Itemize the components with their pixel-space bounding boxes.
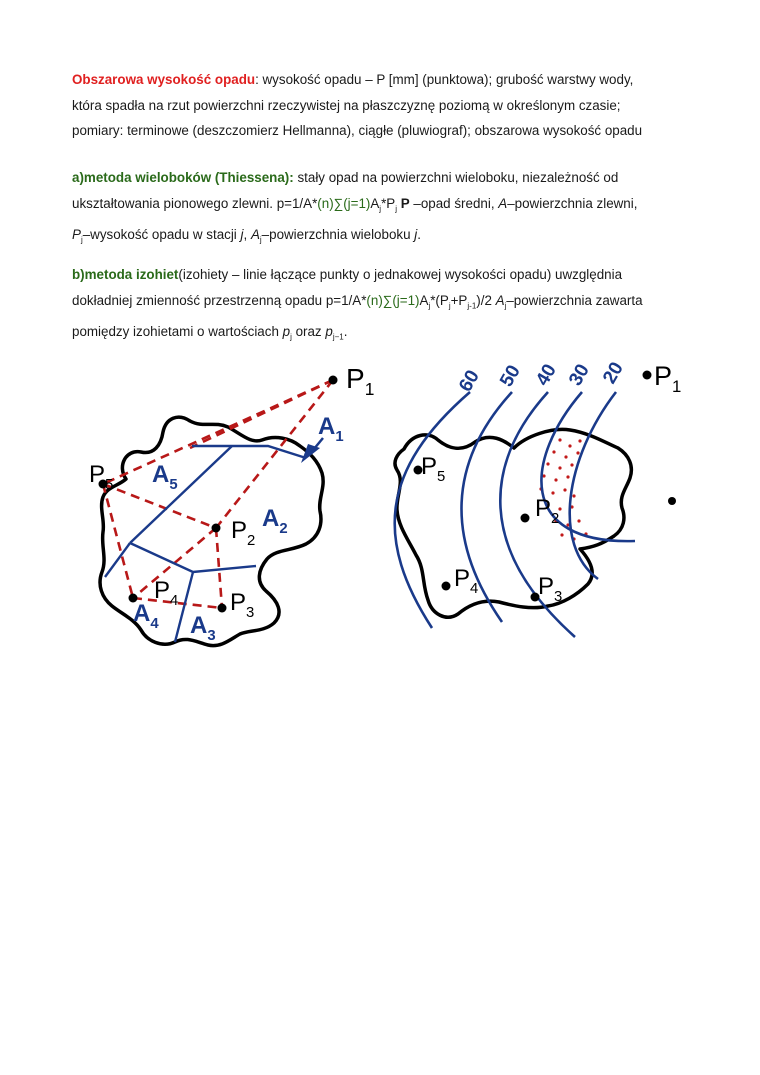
iso-label-p4: $P_4$ bbox=[454, 565, 479, 597]
isohyet-value-labels bbox=[455, 359, 628, 396]
dashed-p5-p4 bbox=[103, 484, 133, 598]
intro-line3: pomiary: terminowe (deszczomierz Hellmanna), ciągłe (pluwiograf); obszarowa wysokość opadu bbox=[72, 123, 643, 138]
iso-station-p1-dot bbox=[643, 371, 652, 380]
sub: j−1 bbox=[332, 332, 344, 342]
label-a2: $A_2$ bbox=[262, 505, 288, 537]
method-a-text2a: ukształtowania pionowego zlewni. p=1/A* bbox=[72, 195, 318, 211]
method-b-text2d: +P bbox=[450, 292, 468, 308]
method-b-text3c: . bbox=[343, 323, 348, 339]
method-a-bold-p: P bbox=[397, 195, 410, 211]
method-b-sum: (n)∑(j=1) bbox=[366, 292, 420, 308]
isohyet-stations bbox=[414, 371, 677, 602]
label-p3: $P_3$ bbox=[230, 589, 255, 621]
isohyet-label-30: 30 bbox=[565, 360, 594, 390]
polygon-edge-a1 bbox=[192, 446, 306, 458]
sub: j bbox=[448, 301, 451, 311]
station-p3-dot bbox=[218, 604, 227, 613]
iso-station-p4-dot bbox=[442, 582, 451, 591]
method-b-pj1: p bbox=[325, 323, 333, 339]
label-a4: $A_4$ bbox=[133, 600, 159, 632]
iso-label-p5: $P_5$ bbox=[421, 453, 446, 485]
station-p1-dot bbox=[329, 376, 338, 385]
label-subscript: 4 bbox=[150, 616, 159, 632]
sub: j bbox=[259, 235, 262, 245]
method-b-text1: (izohiety – linie łączące punkty o jednakowej wysokości opadu) uwzględnia bbox=[178, 267, 623, 282]
isohyet-20 bbox=[570, 392, 616, 579]
method-b-text3a: pomiędzy izohietami o wartościach bbox=[72, 323, 283, 339]
label-p2: $P_2$ bbox=[231, 517, 256, 549]
sub: j bbox=[80, 235, 83, 245]
label-a5: $A_5$ bbox=[152, 461, 178, 493]
method-b-aj: A bbox=[495, 292, 505, 308]
intro-paragraph bbox=[72, 67, 692, 144]
isohyet-label-40: 40 bbox=[532, 360, 561, 390]
method-b-text2f: –powierzchnia zawarta bbox=[506, 292, 643, 308]
method-a-j2: j bbox=[414, 226, 418, 242]
intro-term: Obszarowa wysokość opadu bbox=[72, 72, 256, 87]
method-a-a: A bbox=[498, 195, 508, 211]
thiessen-figure bbox=[89, 363, 374, 646]
label-subscript: 3 bbox=[554, 589, 563, 605]
method-b-title: b)metoda izohiet bbox=[72, 267, 179, 282]
label-subscript: 2 bbox=[279, 521, 288, 537]
label-subscript: 1 bbox=[335, 429, 344, 445]
isohyet-label-50: 50 bbox=[496, 361, 525, 391]
dashed-p2-p3 bbox=[216, 528, 222, 608]
method-a-p: P bbox=[72, 226, 81, 242]
label-subscript: 4 bbox=[170, 593, 179, 609]
sub: j bbox=[395, 204, 398, 214]
intro-line1: : wysokość opadu – P [mm] (punktowa); grubość warstwy wody, bbox=[255, 72, 634, 87]
sub: j-1 bbox=[467, 301, 477, 311]
thiessen-stations bbox=[99, 376, 338, 613]
label-p5: $P_5$ bbox=[89, 461, 114, 493]
method-b-text2e: )/2 bbox=[476, 292, 496, 308]
method-b-text2b: A bbox=[419, 292, 429, 308]
thiessen-station-labels bbox=[89, 363, 374, 621]
label-subscript: 2 bbox=[551, 511, 560, 527]
method-a-j: j bbox=[240, 226, 244, 242]
method-a-paragraph bbox=[72, 165, 692, 253]
label-p4: $P_4$ bbox=[154, 577, 179, 609]
figures bbox=[0, 350, 760, 670]
station-p2-dot bbox=[212, 524, 221, 533]
label-subscript: 5 bbox=[105, 477, 114, 493]
isohyet-label-60: 60 bbox=[455, 366, 484, 396]
sub: j bbox=[428, 301, 431, 311]
label-a3: $A_3$ bbox=[190, 612, 216, 644]
label-subscript: 2 bbox=[247, 533, 256, 549]
iso-station-p2-dot bbox=[521, 514, 530, 523]
method-a-sum: (n)∑(j=1) bbox=[317, 195, 371, 211]
iso-extra-dot bbox=[668, 497, 676, 505]
method-a-text1: stały opad na powierzchni wieloboku, niezależność od bbox=[293, 170, 619, 185]
method-a-text2d: –opad średni, bbox=[409, 195, 499, 211]
method-a-text3c: –powierzchnia wieloboku bbox=[261, 226, 415, 242]
intro-line2: która spadła na rzut powierzchni rzeczywistej na płaszczyznę poziomą w określonym czasie; bbox=[72, 97, 621, 113]
label-subscript: 5 bbox=[437, 469, 446, 485]
isohyet-lines bbox=[395, 392, 635, 637]
sub: j bbox=[379, 204, 382, 214]
method-a-text3b: , bbox=[243, 226, 251, 242]
sub: j bbox=[504, 301, 507, 311]
method-a-text2c: *P bbox=[381, 195, 396, 211]
label-subscript: 4 bbox=[470, 581, 479, 597]
method-a-title: a)metoda wieloboków (Thiessena): bbox=[72, 170, 294, 185]
thiessen-dashed-lines bbox=[103, 380, 333, 608]
sub: j bbox=[290, 332, 292, 342]
method-b-text3b: oraz bbox=[291, 323, 326, 339]
isohyet-figure bbox=[395, 359, 682, 637]
dashed-p1-top bbox=[190, 380, 333, 448]
label-p1: $P_1$ bbox=[346, 363, 375, 399]
isohyet-60 bbox=[395, 392, 470, 628]
isohyet-station-labels bbox=[421, 358, 682, 605]
isohyet-label-20: 20 bbox=[599, 358, 628, 388]
iso-label-p3: $P_3$ bbox=[538, 573, 563, 605]
method-a-text3d: . bbox=[417, 226, 421, 242]
method-a-text2e: –powierzchnia zlewni, bbox=[507, 195, 638, 211]
method-a-text2b: A bbox=[370, 195, 380, 211]
label-subscript: 1 bbox=[364, 379, 375, 399]
method-b-pj: p bbox=[282, 323, 291, 339]
label-subscript: 1 bbox=[672, 377, 682, 396]
dashed-p5-p2 bbox=[103, 484, 216, 528]
method-b-paragraph bbox=[72, 262, 692, 350]
label-subscript: 5 bbox=[169, 477, 178, 493]
iso-label-p1: $P_1$ bbox=[654, 361, 682, 396]
label-a1: $A_1$ bbox=[318, 413, 344, 445]
method-b-text2a: dokładniej zmienność przestrzenną opadu p=1/A* bbox=[72, 292, 367, 308]
method-a-text3a: –wysokość opadu w stacji bbox=[82, 226, 241, 242]
method-b-text2c: *(P bbox=[430, 292, 449, 308]
method-a-aj: A bbox=[250, 226, 260, 242]
label-subscript: 3 bbox=[246, 605, 255, 621]
label-subscript: 3 bbox=[207, 628, 216, 644]
iso-label-p2: $P_2$ bbox=[535, 495, 560, 527]
